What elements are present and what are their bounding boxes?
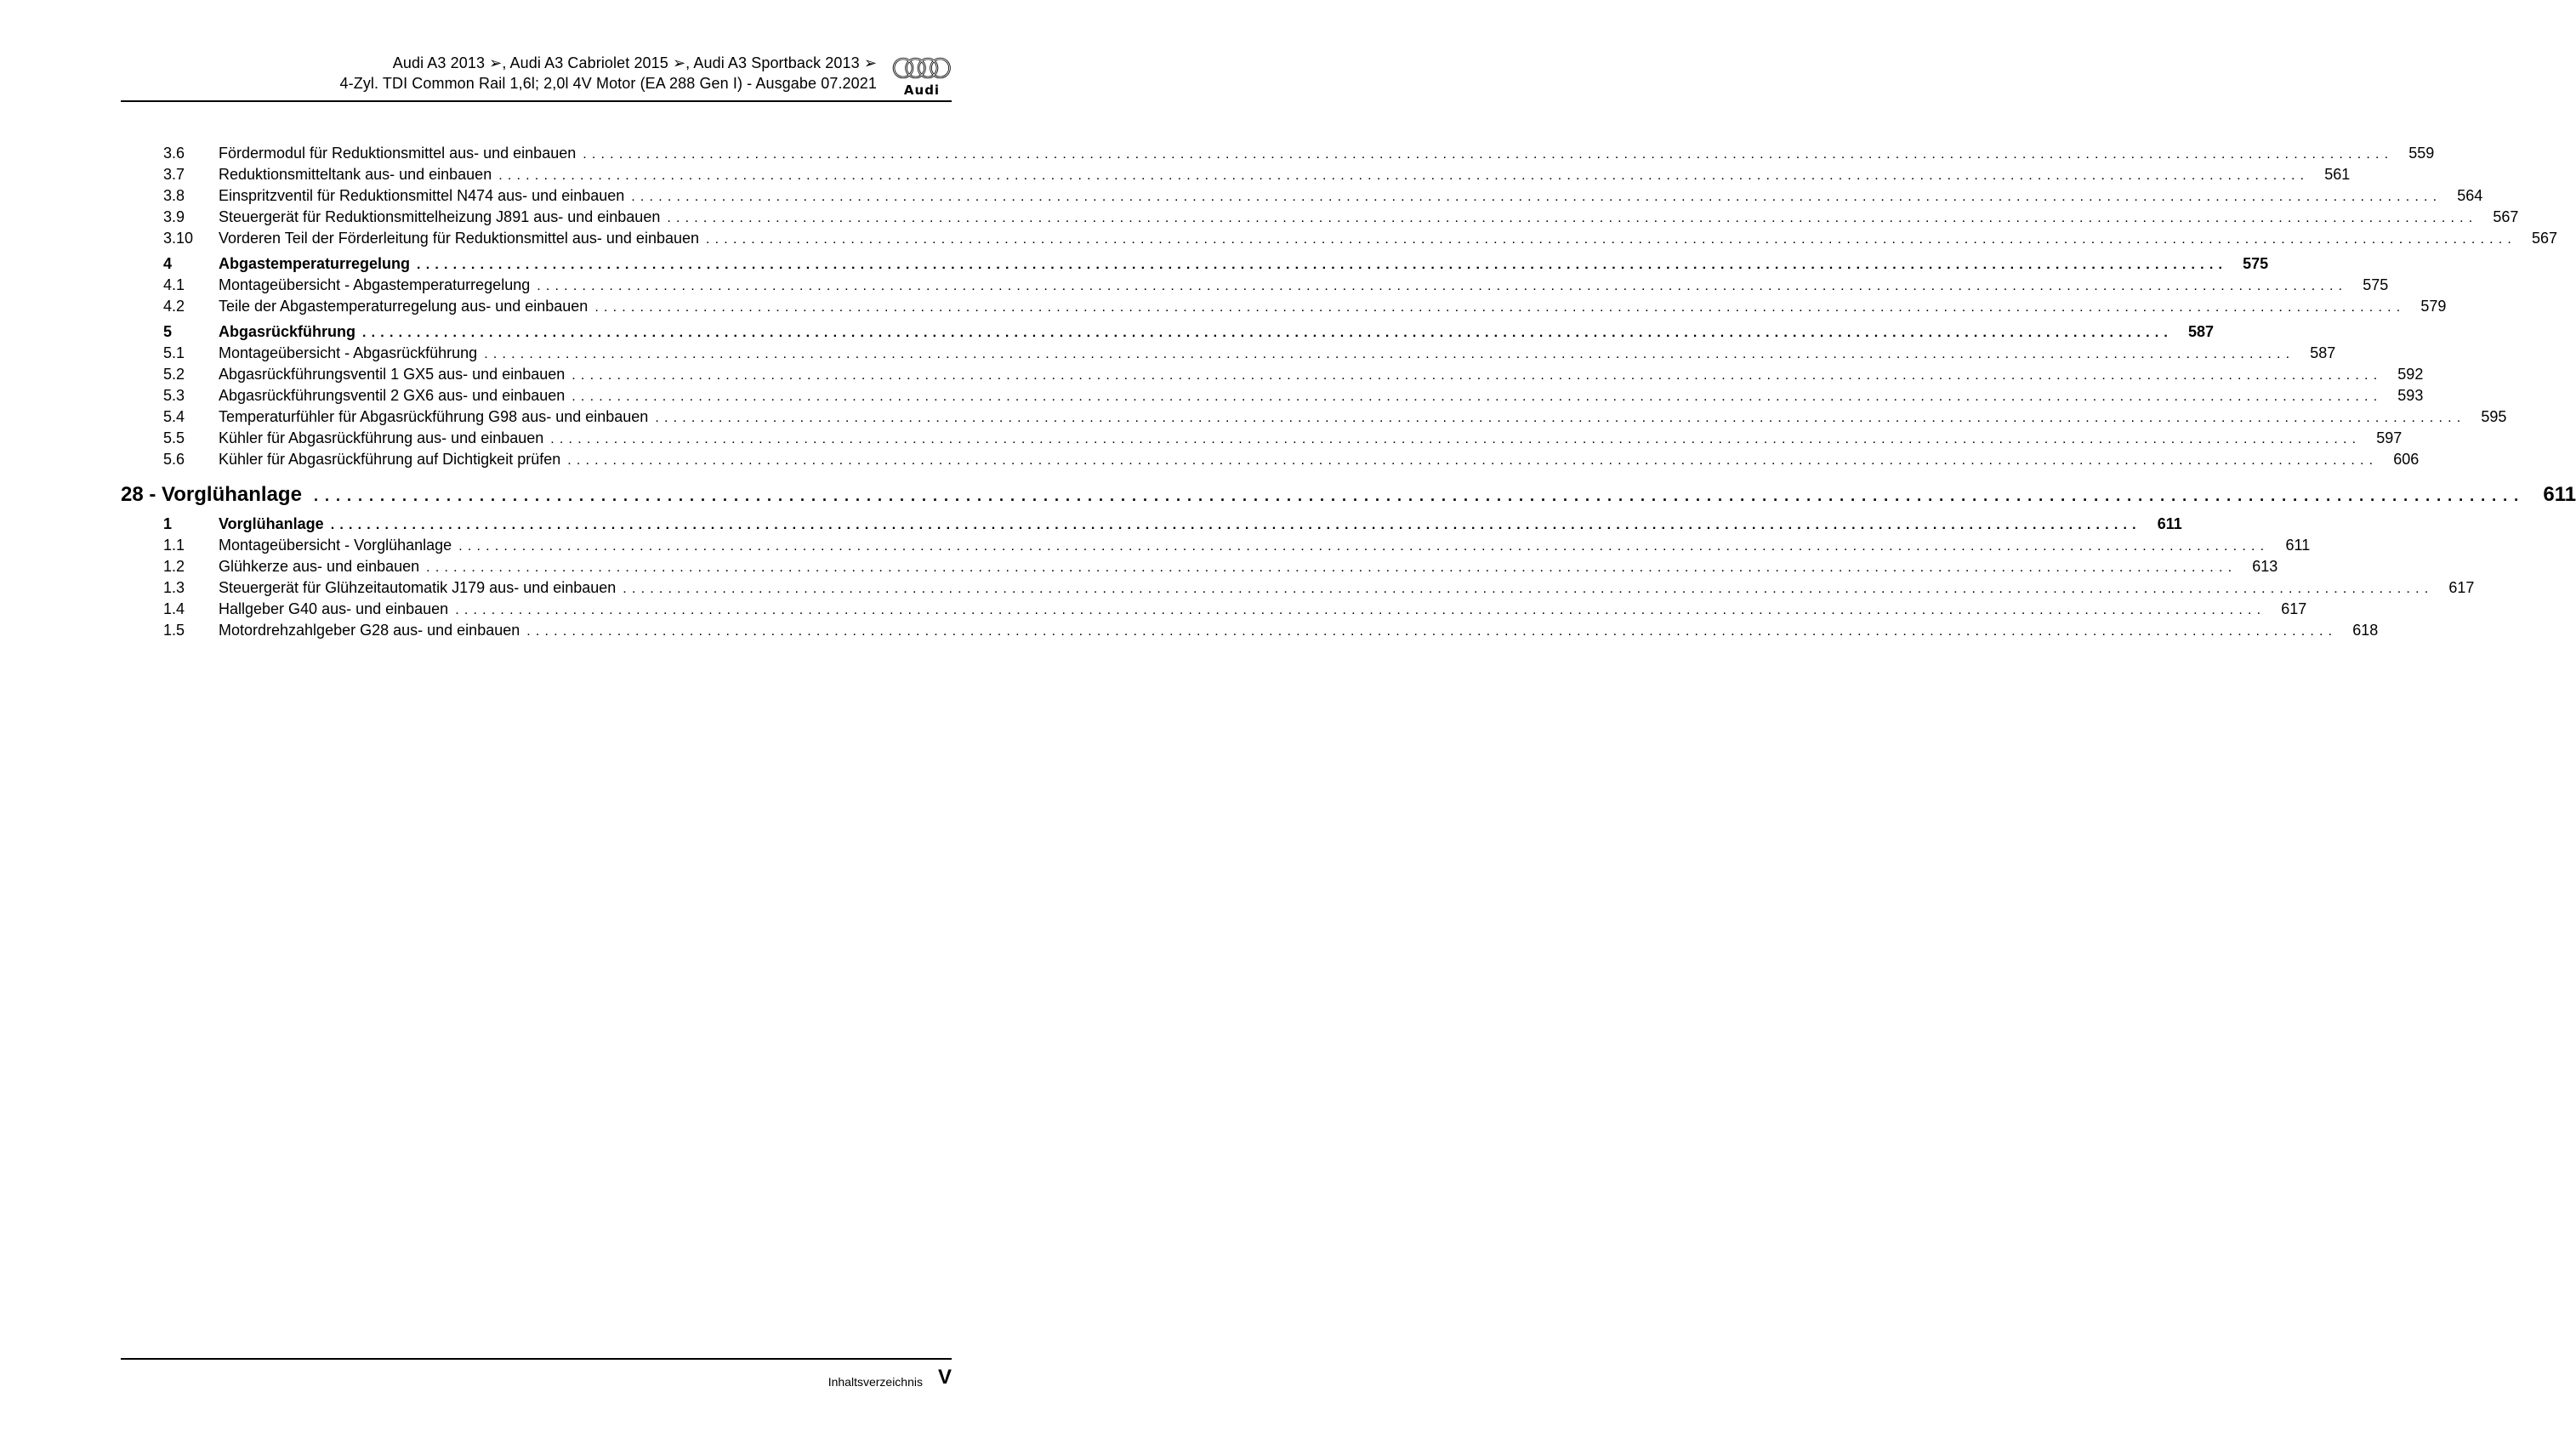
toc-entry-number: 3.8 [163, 187, 185, 204]
toc-entry-title: 28 - Vorglühanlage [121, 483, 302, 506]
toc-entry-number: 3.9 [163, 208, 185, 225]
toc-row[interactable] [121, 296, 2447, 317]
toc-leader-dots: ........................................................................................................................................................................................................ [583, 147, 2394, 162]
toc-entry-number: 1.3 [163, 579, 185, 596]
toc-entry-title: Temperaturfühler für Abgasrückführung G98 aus- und einbauen [219, 408, 649, 425]
toc-leader-dots: ........................................................................................................................................................................................................ [484, 347, 2295, 361]
toc-leader-dots: ........................................................................................................................................................................................................ [537, 279, 2348, 293]
toc-entry-page: 579 [2420, 298, 2447, 315]
toc-leader-dots: ........................................................................................................................................................................................................ [623, 582, 2434, 596]
toc-entry-page: 597 [2376, 429, 2403, 446]
toc-entry-number: 5.2 [163, 366, 185, 383]
toc-entry-number: 5.5 [163, 429, 185, 446]
toc-row[interactable] [121, 599, 2307, 620]
toc-row[interactable] [121, 164, 2351, 185]
toc-entry-title: Kühler für Abgasrückführung auf Dichtigkeit prüfen [219, 451, 561, 468]
toc-row[interactable] [121, 207, 2519, 228]
toc-entry-number: 3.10 [163, 230, 194, 247]
toc-entry-number: 4 [163, 255, 173, 272]
toc-leader-dots: ........................................................................................................................................................................................................ [498, 168, 2310, 183]
toc-entry-number: 4.2 [163, 298, 185, 315]
toc-entry-page: 592 [2397, 366, 2424, 383]
toc-entry-page: 559 [2408, 145, 2435, 162]
toc-entry-title: Reduktionsmitteltank aus- und einbauen [219, 166, 492, 183]
toc-entry-number: 5.4 [163, 408, 185, 425]
toc-entry-title: Montageübersicht - Abgasrückführung [219, 344, 478, 361]
toc-entry-page: 606 [2393, 451, 2420, 468]
toc-entry-title: Abgastemperaturregelung [219, 255, 411, 272]
toc-entry-title: Vorderen Teil der Förderleitung für Reduktionsmittel aus- und einbauen [219, 230, 700, 247]
header-divider [121, 100, 952, 102]
toc-row[interactable] [121, 556, 2278, 577]
toc-entry-page: 611 [2543, 483, 2576, 506]
toc-row[interactable] [121, 321, 2215, 343]
toc-entry-number: 1.4 [163, 600, 185, 617]
toc-entry-number: 5 [163, 323, 173, 340]
toc-entry-page: 595 [2481, 408, 2507, 425]
toc-row[interactable] [121, 577, 2475, 599]
toc-entry-number: 1.1 [163, 537, 185, 554]
toc-row[interactable] [121, 535, 2311, 556]
toc-row[interactable] [121, 253, 2269, 275]
audi-logo-text: Audi [903, 82, 941, 98]
toc-entry-page: 561 [2324, 166, 2351, 183]
toc-entry-title: Fördermodul für Reduktionsmittel aus- und einbauen [219, 145, 577, 162]
toc-entry-title: Glühkerze aus- und einbauen [219, 558, 420, 575]
toc-row[interactable] [121, 428, 2403, 449]
toc-leader-dots: ........................................................................................................................................................................................................ [667, 211, 2478, 225]
toc-entry-number: 1.5 [163, 622, 185, 639]
footer-section-label: Inhaltsverzeichnis [827, 1375, 923, 1389]
toc-entry-number: 4.1 [163, 276, 185, 293]
toc-leader-dots: ........................................................................................................................................................................................................ [550, 432, 2362, 446]
audi-logo [892, 56, 952, 98]
toc-entry-number: 5.1 [163, 344, 185, 361]
toc-entry-title: Montageübersicht - Abgastemperaturregelung [219, 276, 531, 293]
toc-entry-title: Abgasrückführung [219, 323, 356, 340]
toc-row[interactable] [121, 620, 2379, 641]
toc-leader-dots: ........................................................................................................................................................................................................ [571, 389, 2383, 404]
toc-entry-title: Abgasrückführungsventil 1 GX5 aus- und einbauen [219, 366, 566, 383]
header-engine-line: 4-Zyl. TDI Common Rail 1,6l; 2,0l 4V Motor (EA 288 Gen I) - Ausgabe 07.2021 [339, 75, 877, 92]
toc-entry-number: 1.2 [163, 558, 185, 575]
toc-row[interactable] [121, 449, 2420, 470]
toc-row[interactable] [121, 228, 2558, 249]
header-vehicle-line: Audi A3 2013 ➢, Audi A3 Cabriolet 2015 ➢, Audi A3 Sportback 2013 ➢ [392, 54, 877, 71]
toc-row[interactable] [121, 385, 2424, 406]
toc-entry-page: 587 [2188, 323, 2215, 340]
toc-entry-page: 575 [2243, 255, 2269, 272]
footer-divider [121, 1358, 952, 1360]
toc-leader-dots: ........................................................................................................................................................................................................ [313, 487, 2526, 504]
document-header [340, 53, 877, 94]
toc-entry-page: 617 [2281, 600, 2307, 617]
toc-entry-page: 613 [2252, 558, 2278, 575]
toc-entry-number: 1 [163, 515, 173, 532]
toc-entry-number: 3.7 [163, 166, 185, 183]
toc-entry-title: Teile der Abgastemperaturregelung aus- und einbauen [219, 298, 589, 315]
toc-leader-dots: ........................................................................................................................................................................................................ [631, 190, 2442, 204]
toc-row[interactable] [121, 514, 2182, 535]
toc-entry-title: Steuergerät für Reduktionsmittelheizung J891 aus- und einbauen [219, 208, 661, 225]
toc-row[interactable] [121, 406, 2507, 428]
footer-page-number: V [937, 1366, 952, 1389]
toc-entry-title: Hallgeber G40 aus- und einbauen [219, 600, 449, 617]
toc-row[interactable] [121, 343, 2336, 364]
toc-leader-dots: ........................................................................................................................................................................................................ [571, 368, 2383, 383]
toc-entry-page: 611 [2157, 515, 2182, 532]
toc-row[interactable] [121, 364, 2424, 385]
toc-entry-page: 593 [2397, 387, 2424, 404]
toc-entry-page: 567 [2493, 208, 2519, 225]
toc-entry-title: Einspritzventil für Reduktionsmittel N474 aus- und einbauen [219, 187, 625, 204]
toc-entry-page: 611 [2285, 537, 2311, 554]
toc-entry-title: Vorglühanlage [219, 515, 324, 532]
toc-entry-page: 575 [2363, 276, 2389, 293]
toc-entry-number: 5.3 [163, 387, 185, 404]
toc-leader-dots: ........................................................................................................................................................................................................ [362, 326, 2174, 340]
toc-entry-number: 5.6 [163, 451, 185, 468]
toc-leader-dots: ........................................................................................................................................................................................................ [594, 300, 2406, 315]
toc-entry-page: 617 [2448, 579, 2475, 596]
toc-entry-title: Kühler für Abgasrückführung aus- und einbauen [219, 429, 544, 446]
toc-leader-dots: ........................................................................................................................................................................................................ [706, 232, 2517, 247]
toc-entry-page: 587 [2310, 344, 2336, 361]
toc-entry-page: 564 [2457, 187, 2483, 204]
toc-leader-dots: ........................................................................................................................................................................................................ [455, 603, 2266, 617]
toc-row[interactable] [121, 143, 2435, 164]
toc-entry-title: Steuergerät für Glühzeitautomatik J179 aus- und einbauen [219, 579, 617, 596]
toc-entry-page: 618 [2352, 622, 2379, 639]
toc-entry-title: Montageübersicht - Vorglühanlage [219, 537, 452, 554]
toc-row[interactable] [121, 275, 2389, 296]
toc-chapter-row[interactable] [121, 480, 2576, 509]
toc-leader-dots: ........................................................................................................................................................................................................ [426, 560, 2238, 575]
toc-entry-title: Abgasrückführungsventil 2 GX6 aus- und einbauen [219, 387, 566, 404]
toc-leader-dots: ........................................................................................................................................................................................................ [458, 539, 2270, 554]
toc-leader-dots: ........................................................................................................................................................................................................ [417, 258, 2228, 272]
audi-rings-icon [892, 56, 952, 80]
toc-leader-dots: ........................................................................................................................................................................................................ [655, 411, 2466, 425]
toc-row[interactable] [121, 185, 2483, 207]
toc-leader-dots: ........................................................................................................................................................................................................ [567, 453, 2379, 468]
toc-leader-dots: ........................................................................................................................................................................................................ [330, 518, 2141, 532]
toc-entry-page: 567 [2532, 230, 2558, 247]
toc-entry-number: 3.6 [163, 145, 185, 162]
table-of-contents [121, 143, 2576, 641]
toc-leader-dots: ........................................................................................................................................................................................................ [526, 624, 2338, 639]
toc-entry-title: Motordrehzahlgeber G28 aus- und einbauen [219, 622, 520, 639]
